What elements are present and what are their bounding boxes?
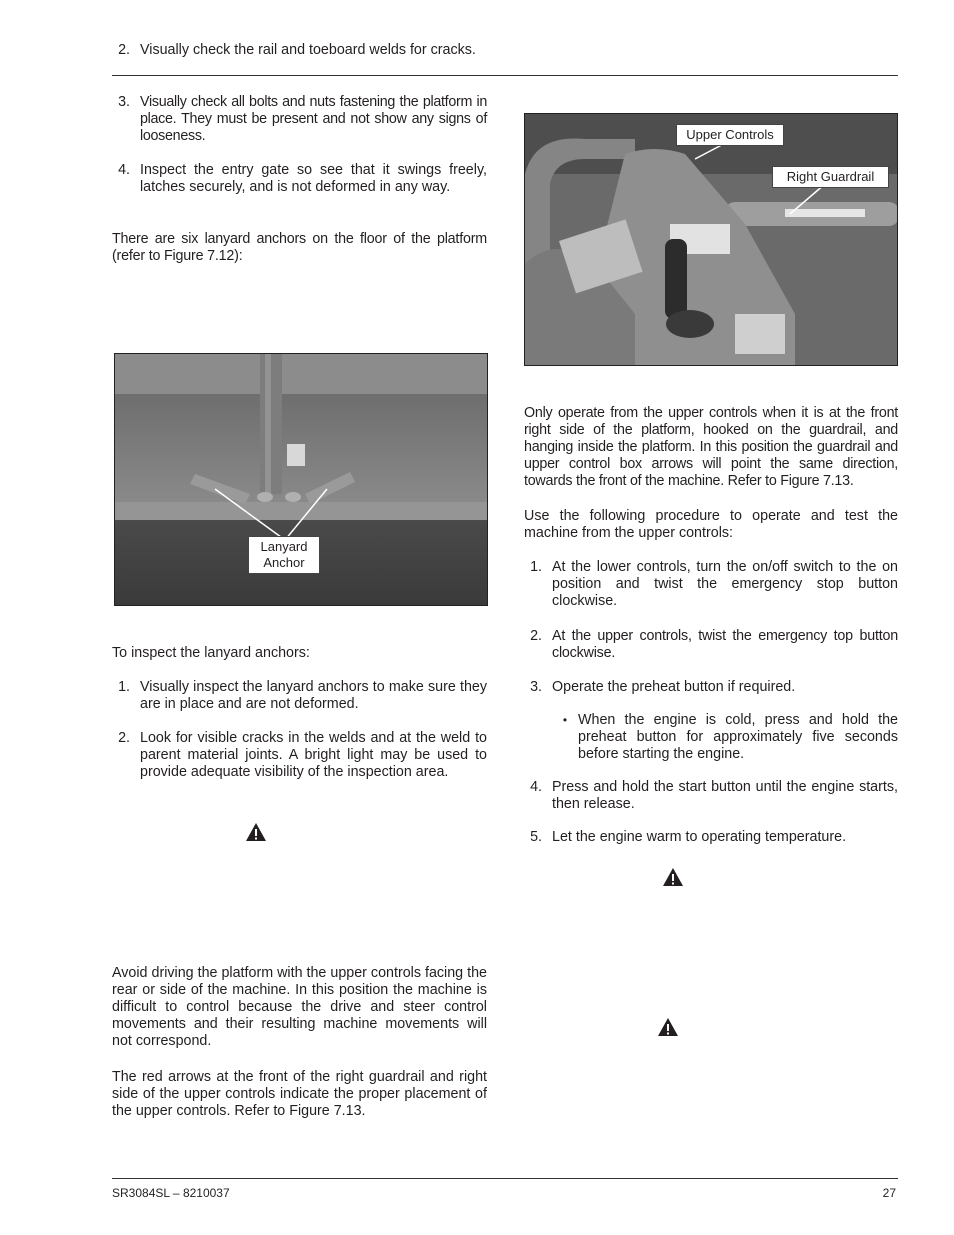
- lanyard-anchor-callout: Lanyard Anchor: [248, 536, 320, 574]
- list-item: 2. Look for visible cracks in the welds and at the weld to parent material joints. A bright light may be used to provide adequate visibility of the inspection area.: [118, 730, 487, 780]
- list-item: 2. Visually check the rail and toeboard welds for cracks.: [118, 42, 476, 58]
- lanyard-intro: There are six lanyard anchors on the floor of the platform (refer to Figure 7.12):: [112, 231, 487, 264]
- page-number: 27: [882, 1186, 896, 1200]
- document-id: SR3084SL – 8210037: [112, 1186, 230, 1200]
- avoid-paragraph: Avoid driving the platform with the upper controls facing the rear or side of the machine. In this position the machine is difficult to control because the drive and steer control movements and their resulting machine movements will not correspond.: [112, 965, 487, 1049]
- right-guardrail-callout: Right Guardrail: [772, 166, 889, 188]
- list-item: 3. Operate the preheat button if required.: [530, 679, 796, 695]
- warning-icon: [245, 822, 267, 842]
- list-item: 3. Visually check all bolts and nuts fastening the platform in place. They must be present and not show any signs of looseness.: [118, 94, 487, 144]
- list-item: 4. Press and hold the start button until the engine starts, then release.: [530, 779, 898, 812]
- upper-controls-photo: [524, 113, 898, 366]
- inspect-intro: To inspect the lanyard anchors:: [112, 645, 310, 661]
- list-item: 1. Visually inspect the lanyard anchors to make sure they are in place and are not deformed.: [118, 679, 487, 712]
- procedure-intro: Use the following procedure to operate and test the machine from the upper controls:: [524, 508, 898, 541]
- header-rule: [112, 75, 898, 76]
- list-item: 5. Let the engine warm to operating temperature.: [530, 829, 847, 845]
- warning-icon: [657, 1017, 679, 1037]
- only-operate-paragraph: Only operate from the upper controls when it is at the front right side of the platform, hooked on the guardrail, and hanging inside the platform. In this position the guardrail and upper control box arrows will point the same direction, towards the front of the machine. Refer to Figure 7.13.: [524, 405, 898, 489]
- list-item: 4. Inspect the entry gate so see that it swings freely, latches securely, and is not deformed in any way.: [118, 162, 487, 195]
- upper-controls-callout: Upper Controls: [676, 124, 784, 146]
- arrows-paragraph: The red arrows at the front of the right guardrail and right side of the upper controls indicate the proper placement of the upper controls. Refer to Figure 7.13.: [112, 1069, 487, 1119]
- footer-rule: [112, 1178, 898, 1179]
- warning-icon: [662, 867, 684, 887]
- upper-controls-image: [525, 114, 898, 366]
- preheat-bullet: • When the engine is cold, press and hold the preheat button for approximately five seconds before starting the engine.: [562, 712, 898, 762]
- list-item: 2. At the upper controls, twist the emergency top button clockwise.: [530, 628, 898, 661]
- list-item: 1. At the lower controls, turn the on/off switch to the on position and twist the emergency stop button clockwise.: [530, 559, 898, 609]
